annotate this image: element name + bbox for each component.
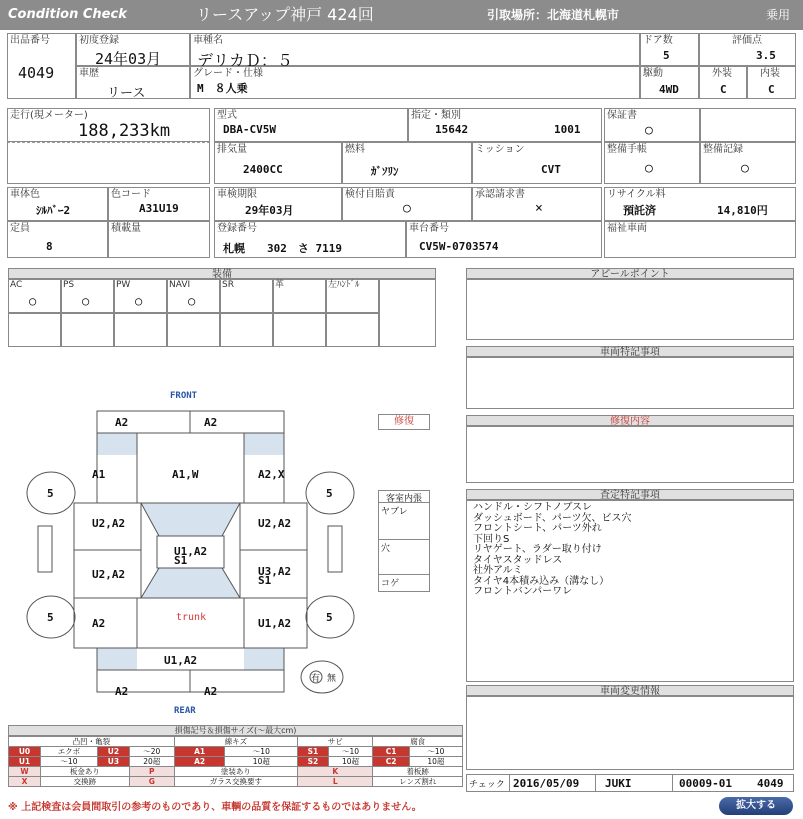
legend-desc: レンズ割れ (373, 777, 463, 787)
equipment-extra-cell (8, 313, 61, 347)
legend-code: U3 (97, 757, 129, 767)
category: 乗用 (766, 8, 791, 22)
appeal-box (466, 279, 794, 340)
auction-title: リースアップ神戸 424回 (196, 5, 374, 24)
inspection-notes-box (466, 500, 794, 682)
chassis-cell: 車台番号 CV5W-0703574 (406, 221, 602, 258)
capacity: 8 (46, 240, 53, 253)
status-yes: 有 (311, 674, 321, 684)
equipment-label: PS (63, 280, 75, 290)
approval-cell: 承認請求書 × (472, 187, 602, 221)
inspection-note: 下回りS (473, 533, 510, 545)
legend-desc: 〜10 (328, 747, 373, 757)
class-number: 1001 (554, 123, 581, 136)
mileage: 188,233km (78, 121, 171, 141)
inspection-note: フロントバンパーワレ (473, 586, 573, 597)
legend-desc: 交換跡 (40, 777, 129, 787)
check-code: 00009-01 (679, 777, 732, 790)
cabin-box: 客室内張 ヤブレ 穴 コゲ (378, 490, 430, 592)
legend-desc: ガラス交換要す (174, 777, 297, 787)
equipment-extra-cell (273, 313, 326, 347)
fuel-type: ｶﾞｿﾘﾝ (371, 165, 399, 178)
legend-code: C1 (373, 747, 409, 757)
legend-desc: 塗装あり (174, 767, 297, 777)
recycle-status: 預託済 (623, 204, 656, 217)
changes-box (466, 696, 794, 770)
equipment-extra-cell (326, 313, 379, 347)
legend-code: A2 (174, 757, 225, 767)
chassis-number: CV5W-0703574 (419, 240, 499, 253)
color-code-cell: 色コード A31U19 (108, 187, 210, 221)
equipment-table (8, 268, 436, 348)
score: 3.5 (756, 49, 776, 62)
legend-code: K (298, 767, 373, 777)
interior-grade: C (768, 83, 775, 96)
equipment-col-1 (61, 279, 114, 313)
body-color: ｼﾙﾊﾞｰ2 (36, 204, 71, 217)
legend-desc: 10超 (328, 757, 373, 767)
registration-number: 札幌 302 さ 7119 (223, 242, 342, 255)
inspection-expiry-cell: 車検期限 29年03月 (214, 187, 342, 221)
check-staff: JUKI (605, 777, 632, 790)
special-box (466, 357, 794, 409)
legend-code: A1 (174, 747, 225, 757)
model-type: DBA-CV5W (223, 123, 276, 136)
repair-content-box (466, 426, 794, 483)
inspection-note: タイヤ4本積み込み（溝なし） (473, 575, 610, 587)
recycle-fee: 14,810円 (717, 204, 768, 217)
recycle-cell: リサイクル料 預託済 14,810円 (604, 187, 796, 221)
tire-fr: 5 (326, 487, 333, 500)
first-registration: 24年03月 (95, 50, 162, 68)
equipment-extra-cell (61, 313, 114, 347)
equipment-label: SR (222, 280, 234, 290)
legend-code: P (129, 767, 174, 777)
legend-code: X (9, 777, 41, 787)
grade-cell: グレード・仕様 M ８人乗 (190, 66, 640, 99)
legend-desc: 板金あり (40, 767, 129, 777)
front-label: FRONT (170, 391, 198, 401)
legend-group: 凸凹・亀裂 (9, 737, 175, 747)
inspection-notes-title: 査定特記事項 (466, 489, 794, 500)
equipment-label: AC (10, 280, 23, 290)
tire-fl: 5 (47, 487, 54, 500)
inspection-note: ハンドル・シフトノブスレ (473, 502, 592, 513)
rear-label: REAR (174, 706, 196, 716)
equipment-label: 革 (275, 280, 285, 290)
equipment-col-3 (167, 279, 220, 313)
equipment-col-6 (326, 279, 379, 313)
transmission: CVT (541, 163, 561, 176)
appeal-title: アピールポイント (466, 268, 794, 279)
displacement: 2400CC (243, 163, 283, 176)
vehicle-history: リース (107, 86, 146, 101)
legend-code: L (298, 777, 373, 787)
warranty-cell: 保証書 ○ (604, 108, 700, 142)
legend-code: U0 (9, 747, 41, 757)
legend-desc: 10超 (409, 757, 462, 767)
legend-code: G (129, 777, 174, 787)
equipment-extra-cell (167, 313, 220, 347)
special-title: 車両特記事項 (466, 346, 794, 357)
model-cell: 車種名 デリカＤ：５ (190, 33, 640, 66)
model-name: デリカＤ：５ (197, 51, 293, 70)
legend-code: U2 (97, 747, 129, 757)
drive-cell: 駆動 4WD (640, 66, 699, 99)
equipment-value: ○ (82, 294, 90, 308)
warranty-mark: ○ (645, 123, 653, 138)
equipment-value: ○ (135, 294, 143, 308)
equipment-title: 装備 (8, 268, 436, 279)
legend-code: W (9, 767, 41, 777)
designation-number: 15642 (435, 123, 469, 136)
legend-code: S2 (298, 757, 328, 767)
doors-cell: ドア数 5 (640, 33, 699, 66)
legend-code: C2 (373, 757, 409, 767)
legend-desc: 〜10 (225, 747, 298, 757)
exterior-cell: 外装 C (699, 66, 747, 99)
designation-cell: 指定・類別 15642 1001 (408, 108, 602, 142)
liability-mark: ○ (403, 201, 411, 216)
grade: M ８人乗 (197, 82, 248, 95)
service-record-cell: 整備記録 ○ (700, 142, 796, 184)
approval-mark: × (535, 201, 543, 216)
drive-type: 4WD (659, 83, 679, 96)
legend-desc: 〜10 (40, 757, 97, 767)
legend-code: S1 (298, 747, 328, 757)
mileage-cell: 走行(現メーター) 188,233km (7, 108, 210, 142)
tire-rl: 5 (47, 611, 54, 624)
legend-desc: 10超 (225, 757, 298, 767)
equipment-extra-cell (114, 313, 167, 347)
fuel-cell: 燃料 ｶﾞｿﾘﾝ (342, 142, 472, 184)
equipment-col-5 (273, 279, 326, 313)
score-cell: 評価点 3.5 (699, 33, 796, 66)
welfare-cell: 福祉車両 (604, 221, 796, 258)
pickup-location: 引取場所：北海道札幌市 (487, 8, 620, 22)
inspection-note: 社外アルミ (473, 565, 523, 576)
service-manual-cell: 整備手帳 ○ (604, 142, 700, 184)
legend-desc: 20超 (129, 757, 174, 767)
equipment-label: 左ﾊﾝﾄﾞﾙ (328, 280, 360, 290)
brand-title: Condition Check (8, 7, 127, 22)
exterior-grade: C (720, 83, 727, 96)
legend-code: U1 (9, 757, 41, 767)
check-lot: 4049 (757, 777, 784, 790)
tire-rr: 5 (326, 611, 333, 624)
trunk-label: trunk (176, 612, 207, 623)
first-reg-cell: 初度登録 24年03月 (76, 33, 190, 66)
damage-legend: 損傷記号＆損傷サイズ(〜最大cm) 凸凹・亀裂 線キズ サビ 腐食 U0 エクボ U2 〜20 A1 〜10 S1 〜10 C1 〜10 U1 〜10 U3 20超 A2 10超 S2 10超 C2 10超 W 板金あり P 塗装あり K 着板跡 X 交換跡 G ガラス交換要す L レンズ割れ (8, 725, 463, 790)
status-no: 無 (327, 674, 337, 684)
changes-title: 車両変更情報 (466, 685, 794, 696)
repair-content-title: 修復内容 (466, 415, 794, 426)
inspection-note: タイヤスタッドレス (473, 554, 563, 566)
lot-number-cell: 出品番号 4049 (7, 33, 76, 99)
mission-cell: ミッション CVT (472, 142, 602, 184)
inspection-expiry: 29年03月 (245, 204, 294, 217)
enlarge-button[interactable]: 拡大する (719, 797, 793, 815)
legend-desc: 〜20 (129, 747, 174, 757)
service-record-mark: ○ (741, 161, 749, 176)
mileage-note-cell (7, 142, 210, 184)
legend-group: サビ (298, 737, 373, 747)
interior-cell: 内装 C (747, 66, 796, 99)
legend-desc: 〜10 (409, 747, 462, 757)
equipment-col-2 (114, 279, 167, 313)
legend-desc: 着板跡 (373, 767, 463, 777)
disclaimer: ※ 上記検査は会員間取引の参考のものであり、車輌の品質を保証するものではありません。 (8, 802, 422, 813)
inspection-note: フロントシート、パーツ外れ (473, 523, 602, 534)
capacity-cell: 定員 8 (7, 221, 108, 258)
inspection-note: ダッシュボード、パーツ欠、ビス穴 (473, 512, 632, 524)
equipment-col-0 (8, 279, 61, 313)
equipment-label: NAVI (169, 280, 191, 290)
equipment-value: ○ (29, 294, 37, 308)
door-count: 5 (663, 49, 670, 62)
check-row: チェック 2016/05/09 JUKI 00009-01 4049 (466, 774, 794, 792)
equipment-extra-cell (220, 313, 273, 347)
legend-group: 線キズ (174, 737, 297, 747)
damage-diagram: FRONT REAR trunk A2 A2 A1 A1,W A2,X U2,A2 U2,A2 U1,A2 S1 U2,A2 U3,A2 S1 A2 U1,A2 U1,A2 A2 A2 5 5 5 5 有 無 修復 客室内張 ヤブレ 穴 コゲ (0, 388, 460, 720)
inspection-note: リヤゲート、ラダー取り付け (473, 544, 602, 555)
liability-cell: 検付自賠責 ○ (342, 187, 472, 221)
reg-number-cell: 登録番号 札幌 302 さ 7119 (214, 221, 406, 258)
lot-number: 4049 (18, 64, 55, 82)
load-capacity-cell: 積載量 (108, 221, 210, 258)
header-bar (0, 0, 803, 30)
body-color-cell: 車体色 ｼﾙﾊﾞｰ2 (7, 187, 108, 221)
displacement-cell: 排気量 2400CC (214, 142, 342, 184)
history-cell: 車歴 リース (76, 66, 190, 99)
type-cell: 型式 DBA-CV5W (214, 108, 408, 142)
equipment-label: PW (116, 280, 131, 290)
check-date: 2016/05/09 (513, 777, 580, 790)
legend-group: 腐食 (373, 737, 463, 747)
repair-flag: 修復 (378, 414, 430, 430)
equipment-value: ○ (188, 294, 196, 308)
color-code: A31U19 (139, 202, 179, 215)
equipment-col-4 (220, 279, 273, 313)
service-manual-mark: ○ (645, 161, 653, 176)
legend-desc: エクボ (40, 747, 97, 757)
